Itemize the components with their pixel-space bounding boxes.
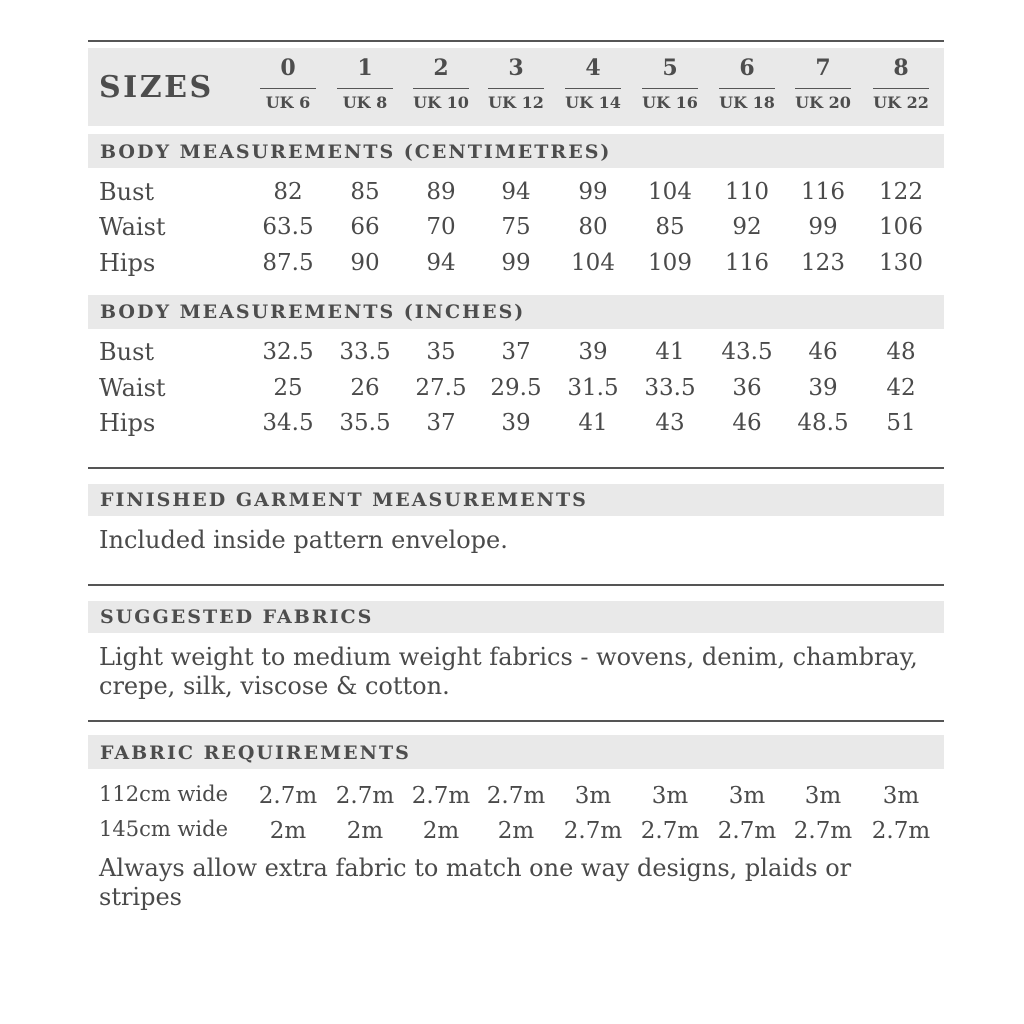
in-row-value: 36 bbox=[732, 375, 762, 401]
cm-row-label: Bust bbox=[99, 178, 155, 206]
size-underline bbox=[337, 88, 393, 89]
cm-row-value: 122 bbox=[879, 179, 923, 205]
fabric-row-value: 3m bbox=[728, 783, 766, 809]
in-row-value: 41 bbox=[578, 410, 608, 436]
cm-row-value: 85 bbox=[350, 179, 380, 205]
cm-row-value: 63.5 bbox=[262, 214, 314, 240]
size-column bbox=[633, 54, 707, 112]
cm-row-value: 87.5 bbox=[262, 250, 314, 276]
fabric-row-value: 2.7m bbox=[486, 783, 546, 809]
size-uk-label: UK 6 bbox=[265, 93, 311, 112]
size-number: 3 bbox=[508, 55, 524, 81]
size-column bbox=[404, 54, 478, 112]
size-uk-label: UK 8 bbox=[342, 93, 388, 112]
size-column bbox=[786, 54, 860, 112]
cm-row-value: 109 bbox=[648, 250, 692, 276]
fabrics-line-2: crepe, silk, viscose & cotton. bbox=[99, 672, 450, 700]
in-row-value: 31.5 bbox=[567, 375, 619, 401]
cm-row-value: 99 bbox=[501, 250, 531, 276]
cm-row-value: 85 bbox=[655, 214, 685, 240]
cm-row-value: 75 bbox=[501, 214, 531, 240]
size-underline bbox=[488, 88, 544, 89]
in-row-value: 35.5 bbox=[339, 410, 391, 436]
size-number: 1 bbox=[357, 55, 373, 81]
cm-row-value: 116 bbox=[725, 250, 769, 276]
in-row-value: 33.5 bbox=[339, 339, 391, 365]
cm-row-label: Hips bbox=[99, 249, 156, 277]
size-underline bbox=[565, 88, 621, 89]
in-row-value: 25 bbox=[273, 375, 303, 401]
cm-row-value: 123 bbox=[801, 250, 845, 276]
cm-row-value: 80 bbox=[578, 214, 608, 240]
size-underline bbox=[795, 88, 851, 89]
in-row-value: 41 bbox=[655, 339, 685, 365]
top-rule bbox=[88, 40, 944, 42]
in-row-label: Hips bbox=[99, 409, 156, 437]
in-row-value: 48.5 bbox=[797, 410, 849, 436]
size-underline bbox=[873, 88, 929, 89]
size-column bbox=[251, 54, 325, 112]
in-row-value: 48 bbox=[886, 339, 916, 365]
in-row-value: 35 bbox=[426, 339, 456, 365]
in-row-value: 37 bbox=[426, 410, 456, 436]
size-number: 8 bbox=[893, 55, 909, 81]
size-uk-label: UK 10 bbox=[413, 93, 469, 112]
fabrics-line-1: Light weight to medium weight fabrics - wovens, denim, chambray, bbox=[99, 643, 918, 671]
size-underline bbox=[642, 88, 698, 89]
size-underline bbox=[413, 88, 469, 89]
in-row-value: 39 bbox=[501, 410, 531, 436]
in-row-value: 33.5 bbox=[644, 375, 696, 401]
size-number: 7 bbox=[815, 55, 831, 81]
size-column bbox=[710, 54, 784, 112]
in-row-value: 46 bbox=[732, 410, 762, 436]
in-row-label: Waist bbox=[99, 374, 166, 402]
fabric-row-value: 3m bbox=[651, 783, 689, 809]
cm-row-value: 106 bbox=[879, 214, 923, 240]
cm-row-value: 104 bbox=[648, 179, 692, 205]
cm-row-value: 82 bbox=[273, 179, 303, 205]
cm-row-value: 89 bbox=[426, 179, 456, 205]
in-row-value: 39 bbox=[808, 375, 838, 401]
size-column bbox=[328, 54, 402, 112]
in-row-value: 29.5 bbox=[490, 375, 542, 401]
size-column bbox=[479, 54, 553, 112]
size-number: 2 bbox=[433, 55, 449, 81]
in-row-value: 39 bbox=[578, 339, 608, 365]
fabrics-title: SUGGESTED FABRICS bbox=[100, 606, 374, 628]
in-row-value: 43.5 bbox=[721, 339, 773, 365]
in-row-value: 51 bbox=[886, 410, 916, 436]
sizes-label: SIZES bbox=[99, 70, 214, 105]
in-row-value: 46 bbox=[808, 339, 838, 365]
cm-row-value: 104 bbox=[571, 250, 615, 276]
fabric-row-value: 2.7m bbox=[793, 818, 853, 844]
size-column bbox=[556, 54, 630, 112]
size-uk-label: UK 20 bbox=[795, 93, 851, 112]
cm-row-value: 92 bbox=[732, 214, 762, 240]
cm-row-label: Waist bbox=[99, 213, 166, 241]
fabric-row-value: 2.7m bbox=[411, 783, 471, 809]
cm-row-value: 99 bbox=[578, 179, 608, 205]
fabric-row-value: 2.7m bbox=[640, 818, 700, 844]
size-underline bbox=[719, 88, 775, 89]
cm-row-value: 110 bbox=[725, 179, 769, 205]
size-uk-label: UK 14 bbox=[565, 93, 621, 112]
size-uk-label: UK 22 bbox=[873, 93, 929, 112]
cm-row-value: 70 bbox=[426, 214, 456, 240]
in-row-value: 27.5 bbox=[415, 375, 467, 401]
cm-row-value: 130 bbox=[879, 250, 923, 276]
in-row-value: 37 bbox=[501, 339, 531, 365]
divider-rule bbox=[88, 584, 944, 586]
cm-row-value: 99 bbox=[808, 214, 838, 240]
fabric-row-label: 112cm wide bbox=[99, 782, 228, 806]
cm-row-value: 116 bbox=[801, 179, 845, 205]
size-underline bbox=[260, 88, 316, 89]
fabric-row-label: 145cm wide bbox=[99, 817, 228, 841]
divider-rule bbox=[88, 720, 944, 722]
fabric-row-value: 2.7m bbox=[258, 783, 318, 809]
size-number: 4 bbox=[585, 55, 601, 81]
requirements-title: FABRIC REQUIREMENTS bbox=[100, 742, 411, 764]
size-number: 5 bbox=[662, 55, 678, 81]
size-uk-label: UK 16 bbox=[642, 93, 698, 112]
inches-title: BODY MEASUREMENTS (INCHES) bbox=[100, 301, 526, 323]
fabric-row-value: 2m bbox=[422, 818, 460, 844]
finished-text: Included inside pattern envelope. bbox=[99, 526, 508, 554]
in-row-label: Bust bbox=[99, 338, 155, 366]
cm-row-value: 66 bbox=[350, 214, 380, 240]
fabric-row-value: 2.7m bbox=[335, 783, 395, 809]
fabric-row-value: 2.7m bbox=[717, 818, 777, 844]
fabric-row-value: 3m bbox=[804, 783, 842, 809]
requirements-note: Always allow extra fabric to match one way designs, plaids or stripes bbox=[99, 854, 852, 911]
cm-row-value: 90 bbox=[350, 250, 380, 276]
in-row-value: 26 bbox=[350, 375, 380, 401]
fabric-row-value: 3m bbox=[882, 783, 920, 809]
size-uk-label: UK 18 bbox=[719, 93, 775, 112]
cm-row-value: 94 bbox=[426, 250, 456, 276]
fabric-row-value: 3m bbox=[574, 783, 612, 809]
in-row-value: 34.5 bbox=[262, 410, 314, 436]
size-number: 6 bbox=[739, 55, 755, 81]
cm-row-value: 94 bbox=[501, 179, 531, 205]
fabric-row-value: 2m bbox=[346, 818, 384, 844]
fabric-row-value: 2m bbox=[269, 818, 307, 844]
divider-rule bbox=[88, 467, 944, 469]
fabric-row-value: 2.7m bbox=[563, 818, 623, 844]
size-uk-label: UK 12 bbox=[488, 93, 544, 112]
fabric-row-value: 2.7m bbox=[871, 818, 931, 844]
finished-title: FINISHED GARMENT MEASUREMENTS bbox=[100, 489, 588, 511]
centimetres-title: BODY MEASUREMENTS (CENTIMETRES) bbox=[100, 141, 612, 163]
in-row-value: 43 bbox=[655, 410, 685, 436]
size-number: 0 bbox=[280, 55, 296, 81]
in-row-value: 32.5 bbox=[262, 339, 314, 365]
in-row-value: 42 bbox=[886, 375, 916, 401]
size-column bbox=[864, 54, 938, 112]
fabric-row-value: 2m bbox=[497, 818, 535, 844]
